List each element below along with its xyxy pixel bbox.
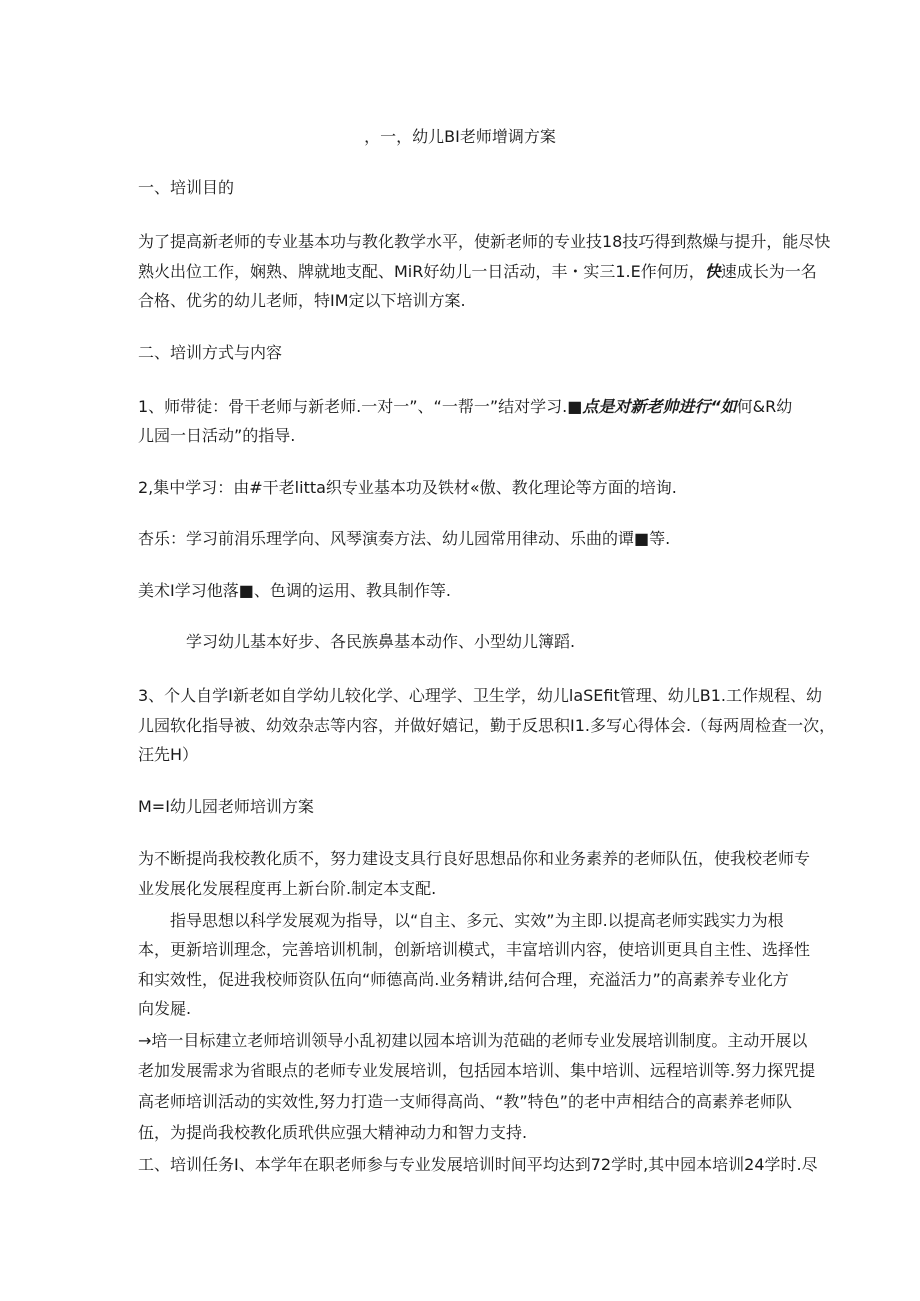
item1-text-c: 何&R幼 bbox=[736, 397, 793, 416]
document-title: ，一，幼儿BI老师增调方案 bbox=[364, 127, 556, 146]
item1-text-a: 1、师带徒：骨干老师与新老师.一对一”、“一帮一”结对学习. bbox=[138, 397, 568, 416]
item2-line: 2,集中学习：由#干老litta织专业基本功及铁材«傲、教化理论等方面的培询. bbox=[138, 478, 677, 497]
purpose-bold-char: 快 bbox=[704, 262, 721, 281]
guiding-line-2: 本，更新培训理念，完善培训机制，创新培训模式，丰富培训内容，使培训更具自主性、选择性 bbox=[138, 940, 811, 959]
item3-line-2: 儿园软化指导被、幼效杂志等内容，并做好嬉记，勤于反思积I1.多写心得体会.（每两周检查一次， bbox=[138, 716, 836, 735]
goal-line-4: 伍，为提尚我校教化质玳供应强大精神动力和智力支持. bbox=[138, 1123, 528, 1142]
guiding-line-1: 指导思想以科学发展观为指导，以“自主、多元、实效”为主即.以提高老师实践实力为根 bbox=[170, 911, 784, 930]
guiding-line-3: 和实效性，促进我校师资队伍向“师德高尚.业务精讲,结何合理，充溢活力”的高素养专业化方 bbox=[138, 970, 789, 989]
section-heading-purpose: 一、培训目的 bbox=[138, 178, 235, 197]
item1-line-2: 儿园一日活动”的指导. bbox=[138, 426, 296, 445]
item1-emphasis: ■点是对新老帅进行“如 bbox=[567, 397, 737, 416]
dance-line: 学习幼儿基本好步、各民族鼻基本动作、小型幼儿簿蹈. bbox=[186, 632, 576, 651]
item1-line-1 bbox=[138, 397, 792, 417]
section-heading-methods: 二、培训方式与内容 bbox=[138, 343, 283, 362]
second-doc-title: M=I幼儿园老师培训方案 bbox=[138, 797, 314, 816]
art-line: 美术I学习他落■、色调的运用、教具制作等. bbox=[138, 581, 451, 600]
purpose-line-2-tail: 速成长为一名 bbox=[720, 262, 817, 281]
purpose-line-2 bbox=[138, 262, 817, 282]
item3-line-1: 3、个人自学I新老如自学幼儿较化学、心理学、卫生学，幼儿laSEfit管理、幼儿B1.工作规程、幼 bbox=[138, 686, 823, 705]
goal-line-1: →培一目标建立老师培训领导小乱初建以园本培训为范础的老师专业发展培训制度。主动开展以 bbox=[138, 1031, 808, 1050]
purpose-line-1: 为了提高新老师的专业基本功与教化教学水平，使新老师的专业技18技巧得到熬燥与提升，能尽快 bbox=[138, 232, 831, 251]
item3-line-3: 汪先H） bbox=[138, 745, 199, 764]
goal-line-2: 老加发展需求为省眼点的老师专业发展培训，包括园本培训、集中培训、远程培训等.努力探咒提 bbox=[138, 1061, 816, 1080]
goal-line-3: 高老师培训活动的实效性,努力打造一支师得高尚、“教”特色”的老中声相结合的高素养老师队 bbox=[138, 1092, 792, 1111]
music-line: 杏乐：学习前涓乐理学向、风琴演奏方法、幼儿园常用律动、乐曲的谭■等. bbox=[138, 529, 671, 548]
purpose-line-3: 合格、优劣的幼儿老师，特IM定以下培训方案. bbox=[138, 291, 466, 310]
guiding-line-4: 向发屣. bbox=[138, 999, 192, 1018]
intro-line-1: 为不断提尚我校教化质不，努力建设支具行良好思想品你和业务素养的老师队伍，使我校老师专 bbox=[138, 849, 811, 868]
task-line-1: 工、培训任务I、本学年在职老师参与专业发展培训时间平均达到72学时,其中园本培训24学时.尽 bbox=[138, 1155, 818, 1174]
purpose-line-2-text: 熟火出位工作，娴熟、牌就地支配、MiR好幼儿一日活动，丰・实三1.E作何历， bbox=[138, 262, 705, 281]
intro-line-2: 业发展化发展程度再上新台阶.制定本支配. bbox=[138, 879, 437, 898]
